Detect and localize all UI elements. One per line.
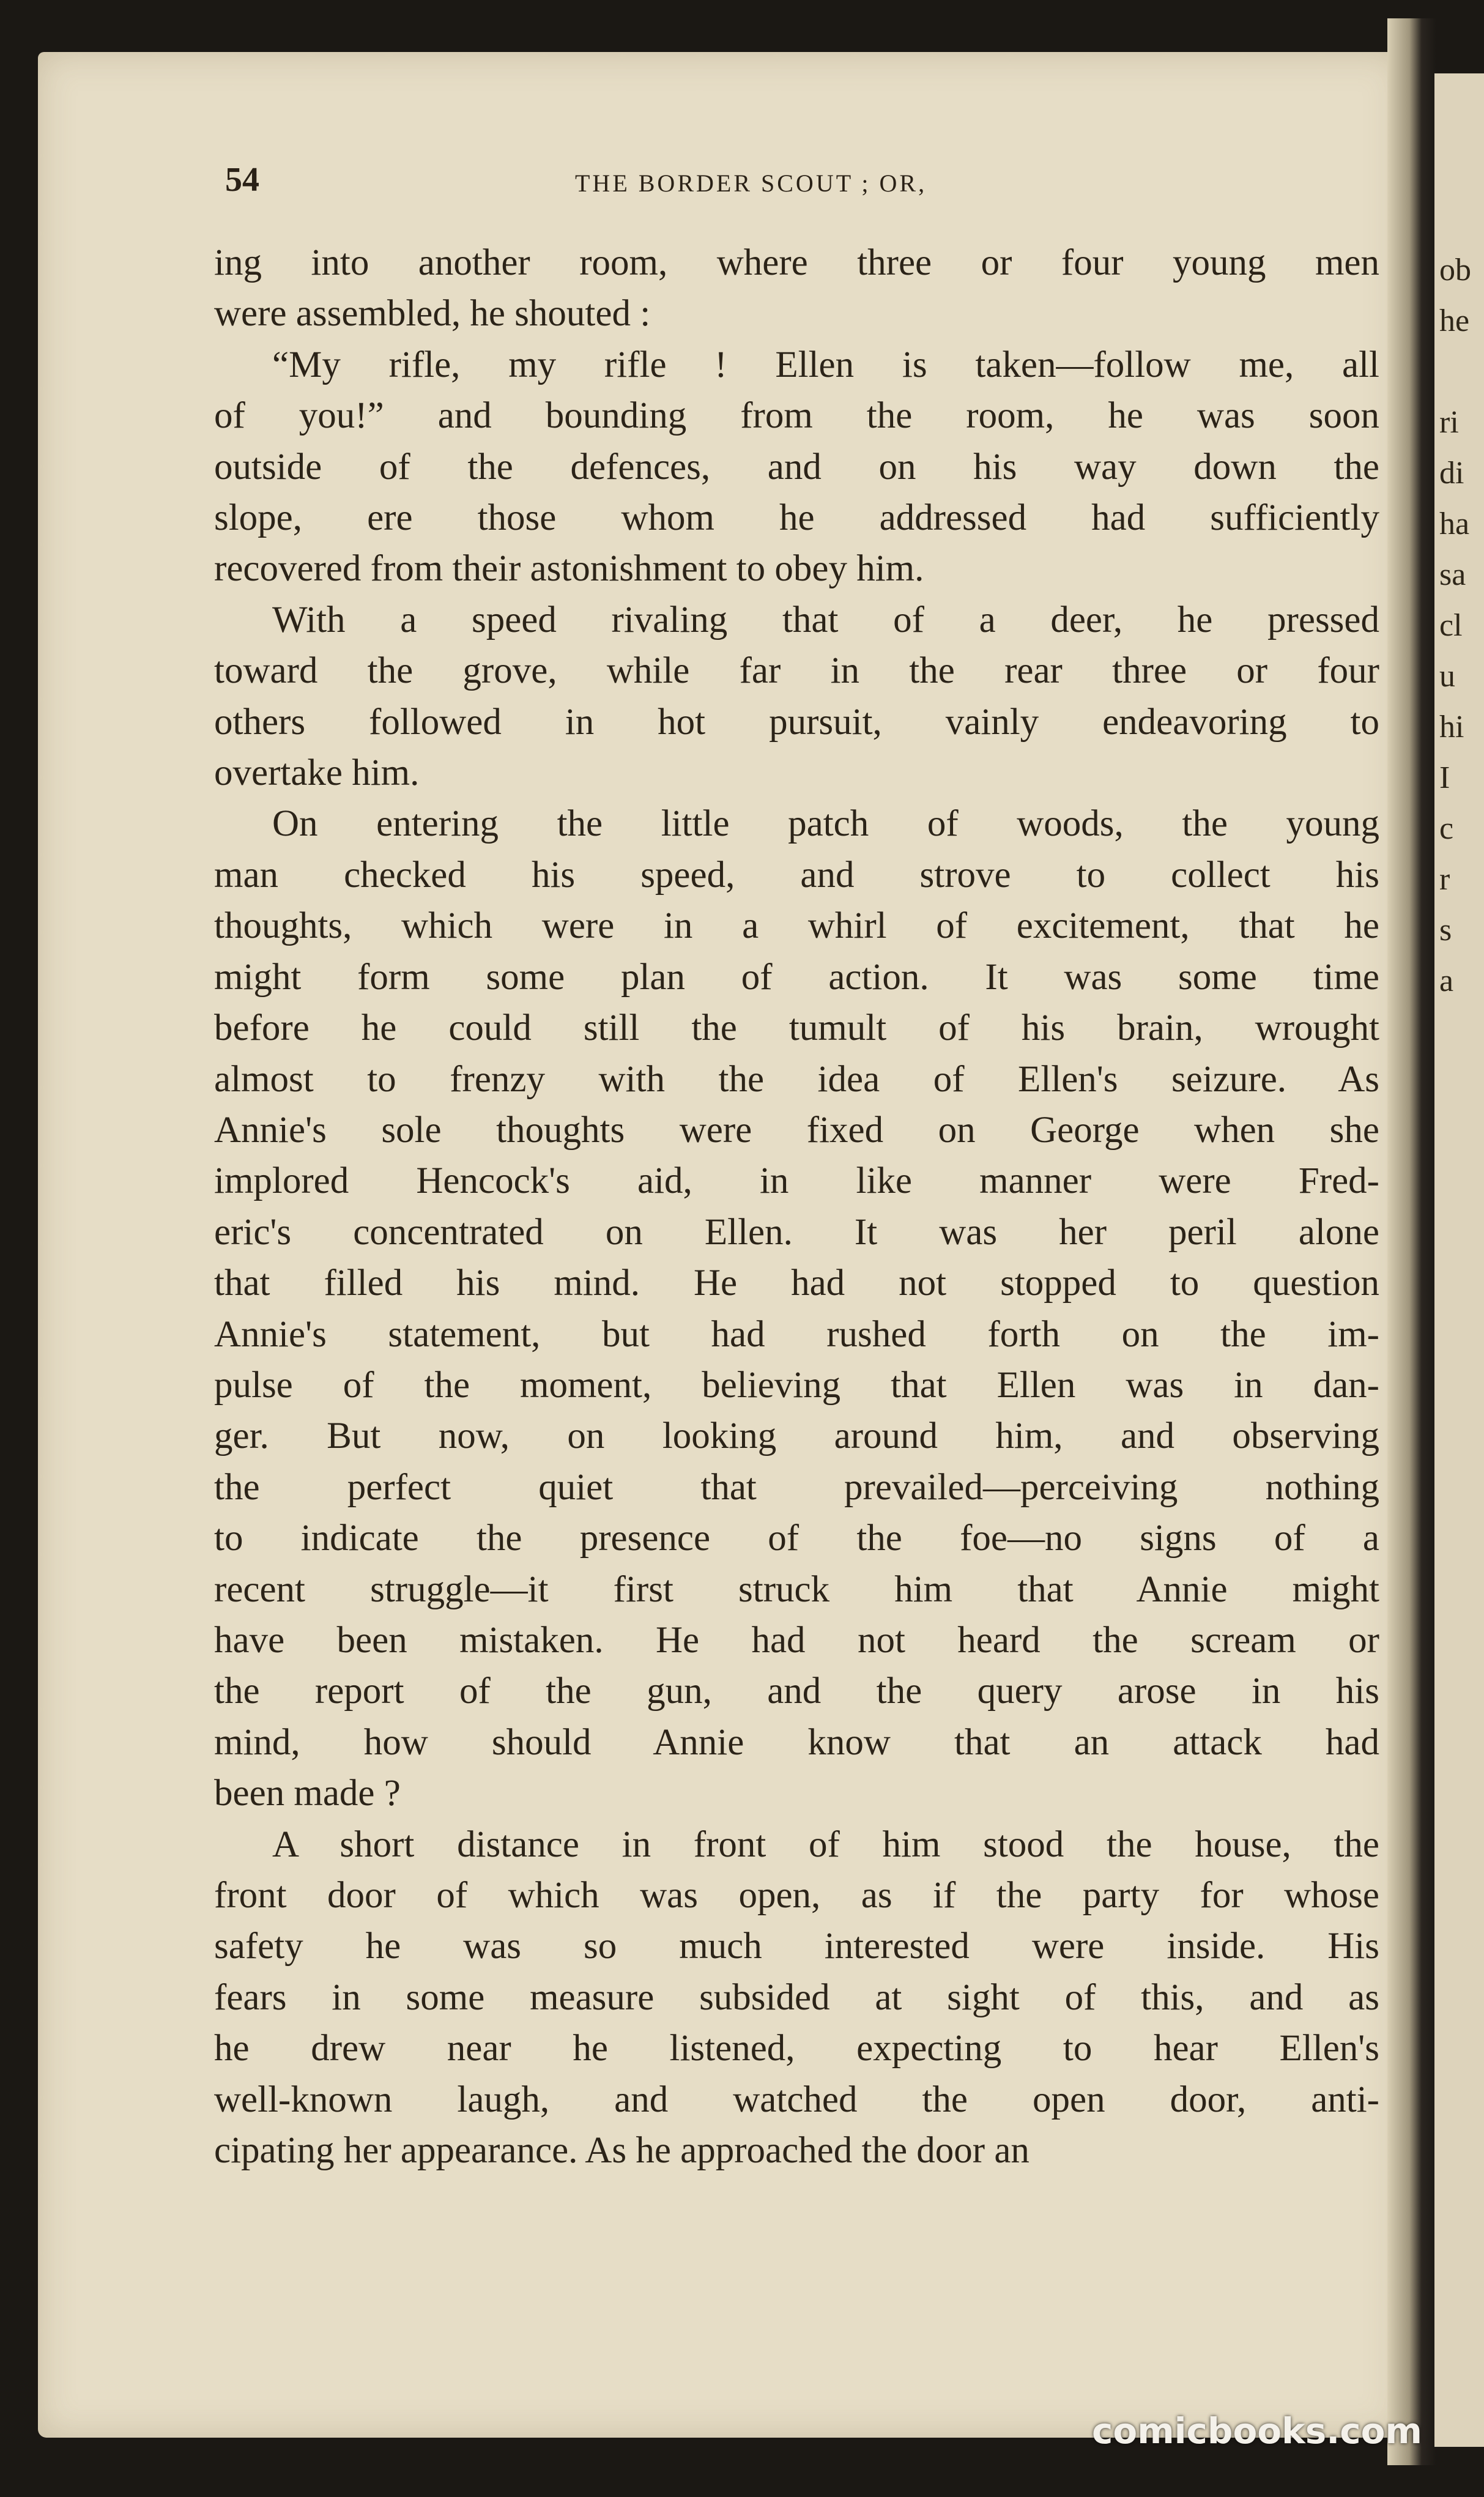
text-line: the perfect quiet that prevailed—perceiving nothing [214, 1466, 1379, 1508]
text-line: the report of the gun, and the query arose in his [214, 1671, 1379, 1712]
text-line: toward the grove, while far in the rear three or four [214, 650, 1379, 692]
text-line: slope, ere those whom he addressed had sufficiently [214, 497, 1379, 539]
facing-page-fragment: ha [1439, 506, 1470, 541]
text-line: might form some plan of action. It was some time [214, 956, 1379, 998]
text-line: implored Hencock's aid, in like manner were Fred- [214, 1160, 1379, 1202]
watermark: comicbooks.com [1092, 2410, 1422, 2452]
facing-page-fragment [1434, 1006, 1484, 1057]
text-line: to indicate the presence of the foe—no signs of a [214, 1518, 1379, 1559]
text-line: others followed in hot pursuit, vainly endeavoring to [214, 701, 1379, 743]
text-line: that filled his mind. He had not stopped to question [214, 1263, 1379, 1304]
facing-page-fragment: sa [1439, 557, 1466, 592]
text-line: safety he was so much interested were inside. His [214, 1926, 1379, 1967]
text-line: been made ? [214, 1773, 401, 1814]
text-line: recovered from their astonishment to obey him. [214, 548, 924, 590]
text-line: of you!” and bounding from the room, he was soon [214, 395, 1379, 437]
text-line: With a speed rivaling that of a deer, he pressed [272, 599, 1379, 640]
facing-page-fragment: s [1439, 913, 1452, 948]
text-line: he drew near he listened, expecting to hear Ellen's [214, 2028, 1379, 2069]
text-line: On entering the little patch of woods, the young [272, 803, 1379, 845]
text-line: before he could still the tumult of his brain, wrought [214, 1007, 1379, 1049]
book-gutter [1387, 18, 1436, 2465]
text-line: fears in some measure subsided at sight of this, and as [214, 1976, 1379, 2018]
facing-page-fragment: ob [1439, 253, 1471, 288]
text-line: outside of the defences, and on his way down the [214, 446, 1379, 488]
facing-page-fragment: u [1439, 659, 1455, 694]
facing-page-fragment: I [1439, 760, 1450, 795]
facing-page-fragment: ri [1439, 405, 1459, 440]
text-line: man checked his speed, and strove to collect his [214, 854, 1379, 896]
text-line: A short distance in front of him stood the house, the [272, 1824, 1379, 1865]
facing-page-fragment: c [1439, 811, 1454, 846]
text-line: Annie's statement, but had rushed forth on the im- [214, 1313, 1379, 1355]
running-head: THE BORDER SCOUT ; OR, [575, 169, 927, 197]
facing-page-fragment: di [1439, 456, 1464, 491]
text-line: well-known laugh, and watched the open door, anti- [214, 2079, 1379, 2120]
facing-page-fragment [1434, 1108, 1484, 1159]
facing-page-fragment [1434, 1159, 1484, 1209]
text-line: ing into another room, where three or four young men [214, 242, 1379, 283]
facing-page-fragment: r [1439, 862, 1450, 897]
text-line: almost to frenzy with the idea of Ellen's seizure. As [214, 1058, 1379, 1100]
facing-page-fragment [1434, 346, 1484, 397]
text-line: recent struggle—it first struck him that Annie might [214, 1568, 1379, 1610]
text-line: pulse of the moment, believing that Ellen was in dan- [214, 1364, 1379, 1406]
page-number: 54 [225, 161, 259, 199]
text-line: have been mistaken. He had not heard the scream or [214, 1619, 1379, 1661]
text-line: ger. But now, on looking around him, and observing [214, 1415, 1379, 1457]
text-line: “My rifle, my rifle ! Ellen is taken—follow me, all [272, 344, 1379, 385]
facing-page-fragment: a [1439, 963, 1454, 998]
text-line: Annie's sole thoughts were fixed on George when she [214, 1109, 1379, 1151]
facing-page-fragment [1434, 1057, 1484, 1108]
page-header [0, 160, 1484, 209]
text-line: cipating her appearance. As he approached the door an [214, 2130, 1030, 2172]
text-line: front door of which was open, as if the party for whose [214, 1875, 1379, 1916]
text-line: were assembled, he shouted : [214, 293, 651, 335]
facing-page-fragment: he [1439, 303, 1470, 338]
text-line: eric's concentrated on Ellen. It was her peril alone [214, 1211, 1379, 1253]
text-line: mind, how should Annie know that an attack had [214, 1721, 1379, 1763]
facing-page-edge [1434, 73, 1484, 2447]
body-text [214, 237, 1379, 2176]
text-line: thoughts, which were in a whirl of excitement, that he [214, 905, 1379, 947]
facing-page-fragment: hi [1439, 710, 1464, 744]
facing-page-fragment: cl [1439, 608, 1463, 643]
text-line: overtake him. [214, 752, 420, 794]
